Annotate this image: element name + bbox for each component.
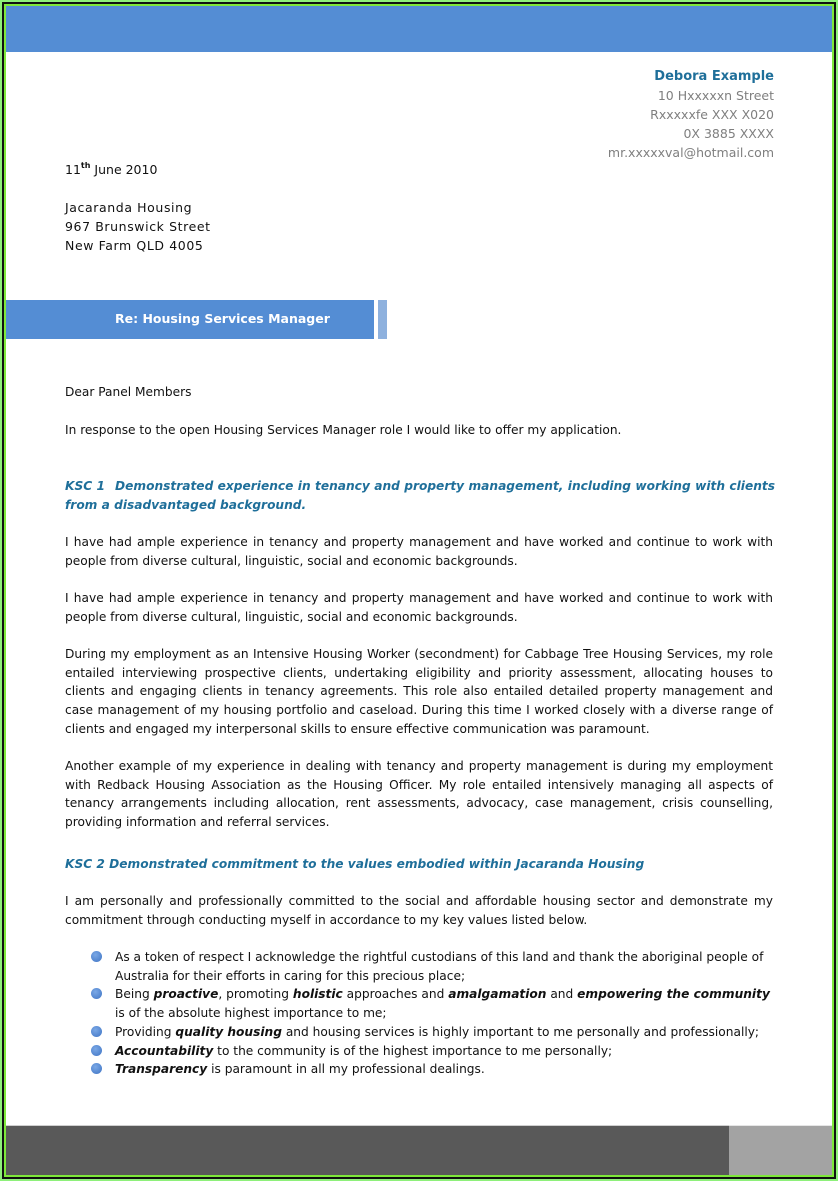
sender-suburb: Rxxxxxfe XXX X020: [650, 107, 774, 122]
sender-address-block: [608, 67, 774, 162]
list-item-text: As a token of respect I acknowledge the rightful custodians of this land and thank the aboriginal people of Australia for their efforts in caring for this precious place;: [115, 950, 764, 983]
list-item: [90, 1060, 775, 1079]
list-item-text: to the community is of the highest importance to me personally;: [213, 1043, 613, 1058]
ksc1-paragraph-3: During my employment as an Intensive Housing Worker (secondment) for Cabbage Tree Housing Services, my role entailed interviewing prospective clients, undertaking eligibility and priority assessment, allocating houses to clients and engaging clients in tenancy agreements. This role also entailed detailed property management and case management of my housing portfolio and caseload. During this time I worked closely with a diverse range of clients and engaged my interpersonal skills to ensure effective communication was paramount.: [65, 647, 773, 736]
letter-page: [6, 6, 832, 1175]
header-bar: [6, 6, 832, 52]
sender-email: mr.xxxxxval@hotmail.com: [607, 145, 774, 160]
ksc1-paragraph-4: Another example of my experience in dealing with tenancy and property management is during my employment with Redback Housing Association as the Housing Officer. My role entailed intensively managing all aspects of tenancy arrangements including allocation, rent assessments, advocacy, case management, crisis counselling, providing information and referral services.: [65, 759, 773, 830]
sender-street: 10 Hxxxxxn Street: [657, 88, 774, 103]
bullet-icon: [91, 1063, 102, 1074]
ksc2-heading: KSC 2 Demonstrated commitment to the values embodied within Jacaranda Housing: [65, 857, 645, 871]
bullet-icon: [91, 951, 102, 962]
list-item-text: and housing services is highly important to me personally and professionally;: [281, 1024, 760, 1039]
values-list: [90, 948, 775, 1079]
date-day: 11: [65, 162, 81, 177]
intro-paragraph: In response to the open Housing Services Manager role I would like to offer my application.: [65, 423, 622, 437]
list-item: [90, 1042, 775, 1061]
ksc1-heading: [65, 477, 775, 514]
list-item: [90, 1023, 775, 1042]
letter-date: [65, 161, 157, 177]
bullet-icon: [91, 1026, 102, 1037]
emphasis: Transparency: [115, 1062, 208, 1077]
emphasis: quality housing: [175, 1024, 282, 1039]
subject-line: Re: Housing Services Manager: [115, 311, 330, 326]
date-suffix: th: [80, 161, 91, 170]
list-item: [90, 985, 775, 1022]
bullet-icon: [91, 988, 102, 999]
emphasis: proactive: [153, 987, 219, 1002]
emphasis: amalgamation: [448, 987, 547, 1002]
list-item-text: , promoting: [218, 987, 293, 1002]
list-item: [90, 948, 775, 985]
emphasis: holistic: [292, 987, 343, 1002]
ksc1-number: KSC 1: [65, 479, 106, 493]
list-item-text: approaches and: [342, 987, 449, 1002]
recipient-line-3: New Farm QLD 4005: [65, 238, 204, 253]
list-item-text: Being: [115, 987, 154, 1002]
subject-accent-bar: [378, 300, 387, 339]
subject-bar: [6, 300, 374, 339]
date-rest: June 2010: [90, 162, 158, 177]
footer-accent: [729, 1125, 832, 1175]
ksc1-paragraph-1: I have had ample experience in tenancy and property management and have worked and continue to work with people from diverse cultural, linguistic, social and economic backgrounds.: [65, 535, 773, 568]
recipient-address-block: [65, 198, 211, 255]
sender-phone: 0X 3885 XXXX: [683, 126, 774, 141]
emphasis: empowering the community: [577, 987, 770, 1002]
list-item-text: is of the absolute highest importance to me;: [115, 1006, 387, 1021]
recipient-line-1: Jacaranda Housing: [65, 200, 193, 215]
sender-name: Debora Example: [654, 69, 774, 84]
bullet-icon: [91, 1045, 102, 1056]
ksc1-paragraph-2: I have had ample experience in tenancy and property management and have worked and continue to work with people from diverse cultural, linguistic, social and economic backgrounds.: [65, 591, 773, 624]
list-item-text: is paramount in all my professional dealings.: [207, 1062, 485, 1077]
ksc2-paragraph: I am personally and professionally committed to the social and affordable housing sector and demonstrate my commitment through conducting myself in accordance to my key values listed below.: [65, 894, 773, 927]
emphasis: Accountability: [115, 1043, 214, 1058]
recipient-line-2: 967 Brunswick Street: [65, 219, 211, 234]
ksc1-title: Demonstrated experience in tenancy and property management, including working with clients from a disadvantaged background.: [65, 479, 776, 512]
footer-bar: [6, 1125, 729, 1175]
list-item-text: and: [546, 987, 578, 1002]
list-item-text: Providing: [115, 1024, 176, 1039]
salutation: Dear Panel Members: [65, 385, 192, 399]
